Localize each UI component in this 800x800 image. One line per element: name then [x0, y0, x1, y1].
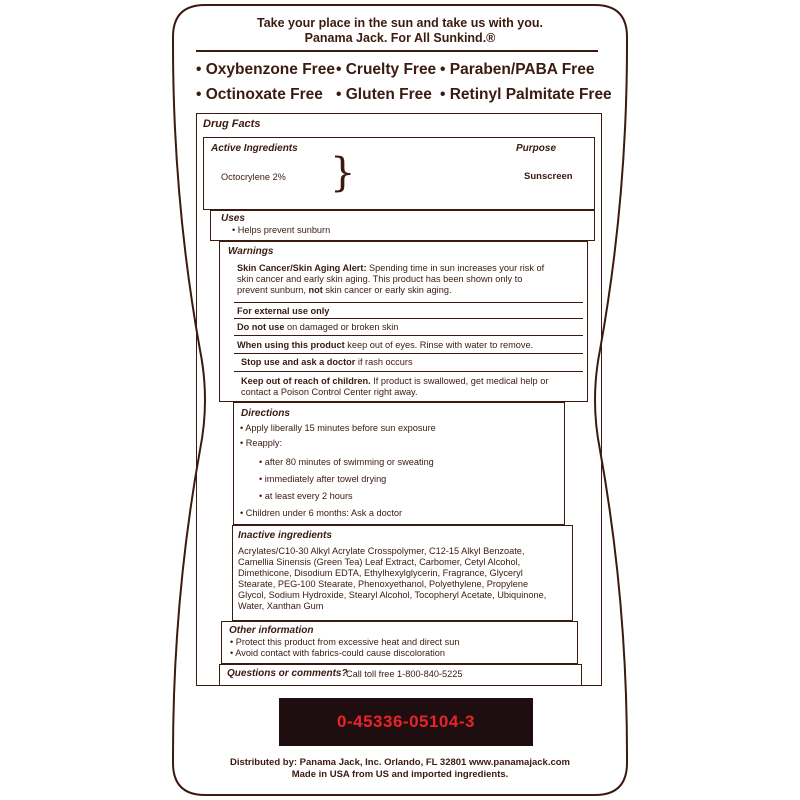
stop-use: Stop use and ask a doctor if rash occurs — [241, 357, 413, 367]
direction-5: • at least every 2 hours — [259, 491, 353, 501]
direction-4: • immediately after towel drying — [259, 474, 387, 484]
tagline-line-2: Panama Jack. For All Sunkind.® — [304, 31, 496, 45]
distributor-line-2: Made in USA from US and imported ingredients. — [291, 769, 509, 780]
distributor-line-1: Distributed by: Panama Jack, Inc. Orlando, FL 32801 www.panamajack.com — [229, 757, 570, 768]
inactive-line-2: Camellia Sinensis (Green Tea) Leaf Extract, Carbomer, Cetyl Alcohol, — [238, 557, 521, 567]
warnings-heading: Warnings — [228, 246, 274, 257]
other-info-1: • Protect this product from excessive heat and direct sun — [230, 637, 460, 647]
warnings-divider-2 — [234, 318, 583, 319]
skin-alert-line-3: prevent sunburn, not skin cancer or early skin aging. — [237, 285, 452, 295]
claim-paraben-paba-free: • Paraben/PABA Free — [440, 61, 595, 78]
when-using: When using this product keep out of eyes. Rinse with water to remove. — [237, 340, 534, 350]
barcode-number: 0-45336-05104-3 — [337, 712, 475, 731]
keep-out-line-1: Keep out of reach of children. If product is swallowed, get medical help or — [241, 376, 549, 386]
other-info-2: • Avoid contact with fabrics-could cause discoloration — [230, 648, 445, 658]
claim-gluten-free: • Gluten Free — [336, 86, 432, 103]
active-ingredient: Octocrylene 2% — [221, 172, 286, 182]
barcode-window — [279, 698, 533, 746]
brace-icon: } — [330, 150, 356, 196]
drug-facts-title: Drug Facts — [203, 118, 261, 130]
purpose: Sunscreen — [524, 171, 573, 182]
do-not-use: Do not use on damaged or broken skin — [237, 322, 399, 332]
tagline-line-1: Take your place in the sun and take us with you. — [257, 16, 543, 30]
inactive-line-4: Stearate, PEG-100 Stearate, Phenoxyethanol, Polyethylene, Propylene — [238, 579, 529, 589]
inactive-ingredients-heading: Inactive ingredients — [238, 530, 332, 541]
direction-6: • Children under 6 months: Ask a doctor — [240, 508, 403, 518]
direction-1: • Apply liberally 15 minutes before sun exposure — [240, 423, 436, 433]
inactive-line-6: Water, Xanthan Gum — [238, 601, 324, 611]
inactive-line-1: Acrylates/C10-30 Alkyl Acrylate Crosspolymer, C12-15 Alkyl Benzoate, — [238, 546, 525, 556]
warnings-divider-5 — [234, 371, 583, 372]
external-use-only: For external use only — [237, 306, 330, 316]
inactive-line-5: Glycol, Sodium Hydroxide, Stearyl Alcohol, Tocopheryl Acetate, Ubiquinone, — [238, 590, 547, 600]
claim-octinoxate-free: • Octinoxate Free — [196, 86, 323, 103]
uses-heading: Uses — [221, 213, 245, 224]
questions-heading: Questions or comments? — [227, 668, 348, 679]
purpose-heading: Purpose — [516, 143, 557, 154]
claim-oxybenzone-free: • Oxybenzone Free — [196, 61, 335, 78]
warnings-divider-4 — [234, 353, 583, 354]
skin-alert-line-1: Skin Cancer/Skin Aging Alert: Spending time in sun increases your risk of — [237, 263, 545, 273]
warnings-divider-3 — [234, 335, 583, 336]
divider — [196, 50, 598, 52]
questions-phone: Call toll free 1-800-840-5225 — [346, 669, 463, 679]
claim-retinyl-palmitate-free: • Retinyl Palmitate Free — [440, 86, 612, 103]
claim-cruelty-free: • Cruelty Free — [336, 61, 437, 78]
inactive-line-3: Dimethicone, Disodium EDTA, Ethylhexylglycerin, Fragrance, Glyceryl — [238, 568, 523, 578]
direction-3: • after 80 minutes of swimming or sweating — [259, 457, 434, 467]
keep-out-line-2: contact a Poison Control Center right away. — [241, 387, 418, 397]
uses-text: • Helps prevent sunburn — [232, 225, 331, 235]
active-ingredients-heading: Active Ingredients — [211, 143, 298, 154]
other-information-heading: Other information — [229, 625, 314, 636]
skin-alert-line-2: skin cancer and early skin aging. This product has been shown only to — [237, 274, 523, 284]
direction-2: • Reapply: — [240, 438, 283, 448]
warnings-divider-1 — [234, 302, 583, 303]
directions-heading: Directions — [241, 408, 290, 419]
